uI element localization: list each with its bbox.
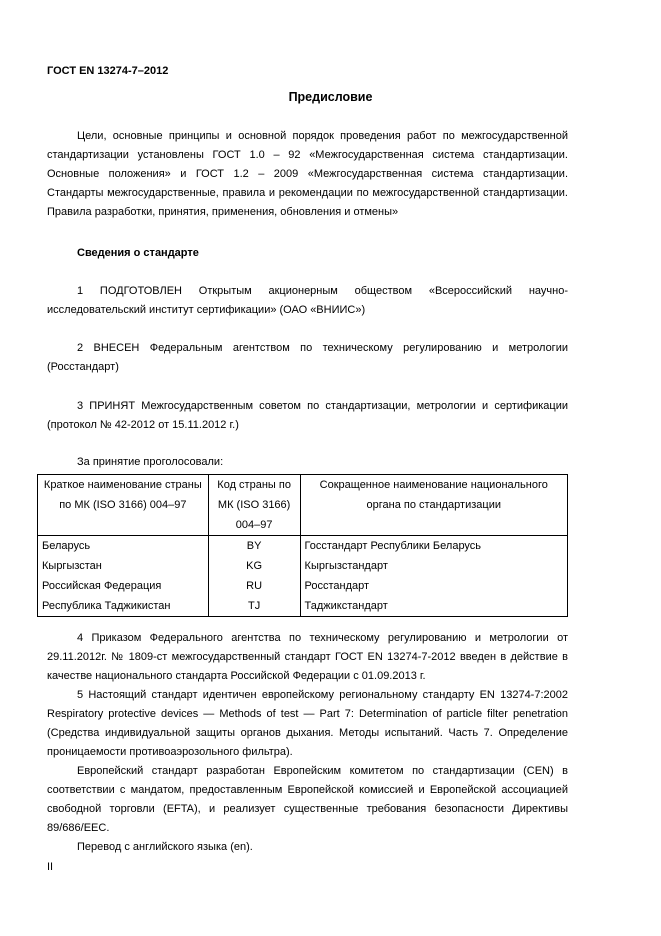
page-number: II: [47, 861, 54, 873]
table-row: [38, 556, 568, 576]
header-body: Сокращенное наименование национального органа по стандартизации: [300, 475, 567, 536]
header-code: Код страны по МК (ISO 3166) 004–97: [208, 475, 300, 536]
item-1-text: 1 ПОДГОТОВЛЕН Открытым акционерным обществом «Всероссийский научно-исследовательский институт сертификации» (ОАО «ВНИИС»): [47, 285, 568, 316]
table-row: [38, 536, 568, 557]
cell-country: Республика Таджикистан: [38, 596, 209, 617]
cell-code: KG: [208, 556, 300, 576]
info-item-3: [47, 397, 568, 435]
cell-country: Российская Федерация: [38, 576, 209, 596]
cell-code: BY: [208, 536, 300, 557]
european-text: Европейский стандарт разработан Европейским комитетом по стандартизации (CEN) в соответствии с мандатом, предоставленным Европейской комиссией и Европейской ассоциацией свободной торговли (EFTA), и реализует существенные требования безопасности Директивы 89/686/EEC.: [47, 765, 568, 834]
item-2-text: 2 ВНЕСЕН Федеральным агентством по техническому регулированию и метрологии (Росстандарт): [47, 342, 568, 373]
page-title: Предисловие: [288, 90, 373, 104]
item-5-text: 5 Настоящий стандарт идентичен европейскому региональному стандарту EN 13274-7:2002 Respiratory protective devices — Methods of test — Part 7: Determination of particle filter penetration (Средства индивидуальной защиты органов дыхания. Методы испытаний. Часть 7. Определение проницаемости противоаэрозольного фильтра).: [47, 689, 568, 758]
intro-paragraph: Цели, основные принципы и основной порядок проведения работ по межгосударственной стандартизации установлены ГОСТ 1.0 – 92 «Межгосударственная система стандартизации. Основные положения» и ГОСТ 1.2 – 2009 «Межгосударственная система стандартизации. Стандарты межгосударственные, правила и рекомендации по межгосударственной стандартизации. Правила разработки, принятия, применения, обновления и отмены»: [47, 130, 568, 218]
cell-body: Госстандарт Республики Беларусь: [300, 536, 567, 557]
table-row: [38, 576, 568, 596]
info-item-1: [47, 282, 568, 320]
cell-body: Кыргызстандарт: [300, 556, 567, 576]
cell-body: Таджикстандарт: [300, 596, 567, 617]
document-id: ГОСТ EN 13274-7–2012: [47, 65, 169, 77]
cell-code: TJ: [208, 596, 300, 617]
table-header-row: [38, 475, 568, 536]
cell-body: Росстандарт: [300, 576, 567, 596]
info-item-2: [47, 339, 568, 377]
item-3-text: 3 ПРИНЯТ Межгосударственным советом по стандартизации, метрологии и сертификации (протокол № 42-2012 от 15.11.2012 г.): [47, 400, 568, 431]
section-heading: Сведения о стандарте: [77, 247, 199, 259]
cell-country: Беларусь: [38, 536, 209, 557]
intro-section: [47, 127, 568, 222]
cell-country: Кыргызстан: [38, 556, 209, 576]
cell-code: RU: [208, 576, 300, 596]
translation-text: Перевод с английского языка (en).: [77, 841, 253, 853]
votes-label: За принятие проголосовали:: [77, 456, 224, 468]
item-4-text: 4 Приказом Федерального агентства по техническому регулированию и метрологии от 29.11.2012г. № 1809-ст межгосударственный стандарт ГОСТ EN 13274-7-2012 введен в действие в качестве национального стандарта Российской Федерации с 01.09.2013 г.: [47, 632, 568, 682]
header-country: Краткое наименование страны по МК (ISO 3166) 004–97: [38, 475, 209, 536]
votes-table: [37, 474, 568, 617]
closing-section: [47, 629, 568, 857]
table-row: [38, 596, 568, 617]
